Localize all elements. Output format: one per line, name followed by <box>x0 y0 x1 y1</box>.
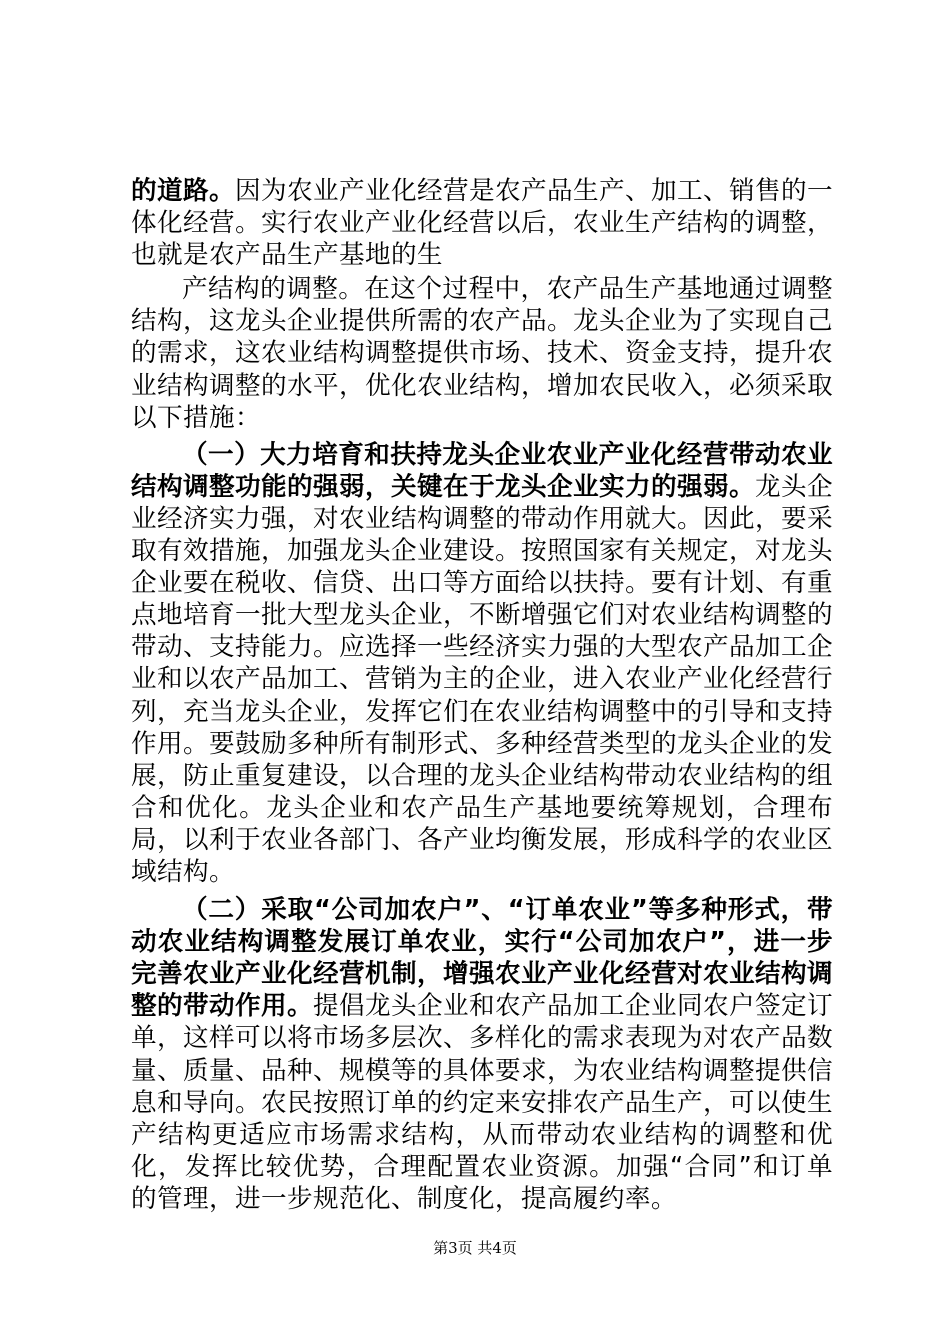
paragraph-text: 产结构的调整。在这个过程中，农产品生产基地通过调整结构，这龙头企业提供所需的农产品。龙头企业为了实现自己的需求，这农业结构调整提供市场、技术、资金支持，提升农业结构调整的水平，优化农业结构，增加农民收入，必须采取以下措施： <box>131 274 833 433</box>
paragraph-text: 因为农业产业化经营是农产品生产、加工、销售的一体化经营。实行农业产业化经营以后，农业生产结构的调整，也就是农产品生产基地的生 <box>131 176 833 271</box>
paragraph <box>131 439 833 888</box>
paragraph <box>131 175 833 271</box>
paragraph <box>131 273 833 433</box>
page-footer: 第3页 共4页 <box>433 1239 517 1257</box>
paragraph-lead: 的道路。 <box>131 176 235 206</box>
paragraph-text: 提倡龙头企业和农产品加工企业同农户签定订单，这样可以将市场多层次、多样化的需求表现为对农产品数量、质量、品种、规模等的具体要求，为农业结构调整提供信息和导向。农民按照订单的约定来安排农产品生产，可以使生产结构更适应市场需求结构，从而带动农业结构的调整和优化，发挥比较优势，合理配置农业资源。加强“合同”和订单的管理，进一步规范化、制度化，提高履约率。 <box>131 991 833 1214</box>
paragraph-text: 龙头企业经济实力强，对农业结构调整的带动作用就大。因此，要采取有效措施，加强龙头企业建设。按照国家有关规定，对龙头企业要在税收、信贷、出口等方面给以扶持。要有计划、有重点地培育一批大型龙头企业，不断增强它们对农业结构调整的带动、支持能力。应选择一些经济实力强的大型农产品加工企业和以农产品加工、营销为主的企业，进入农业产业化经营行列，充当龙头企业，发挥它们在农业结构调整中的引导和支持作用。要鼓励多种所有制形式、多种经营类型的龙头企业的发展，防止重复建设，以合理的龙头企业结构带动农业结构的组合和优化。龙头企业和农产品生产基地要统筹规划，合理布局，以利于农业各部门、各产业均衡发展，形成科学的农业区域结构。 <box>131 471 833 887</box>
paragraph-lead: （二）采取“公司加农户”、“订单农业”等多种形式，带动农业结构调整发展订单农业，实行“公司加农户”，进一步完善农业产业化经营机制，增强农业产业化经营对农业结构调整的带动作用。 <box>131 895 833 1022</box>
paragraph-lead: （一）大力培育和扶持龙头企业农业产业化经营带动农业结构调整功能的强弱，关键在于龙头企业实力的强弱。 <box>131 439 833 502</box>
document-body <box>131 175 833 1215</box>
paragraph <box>131 894 833 1215</box>
